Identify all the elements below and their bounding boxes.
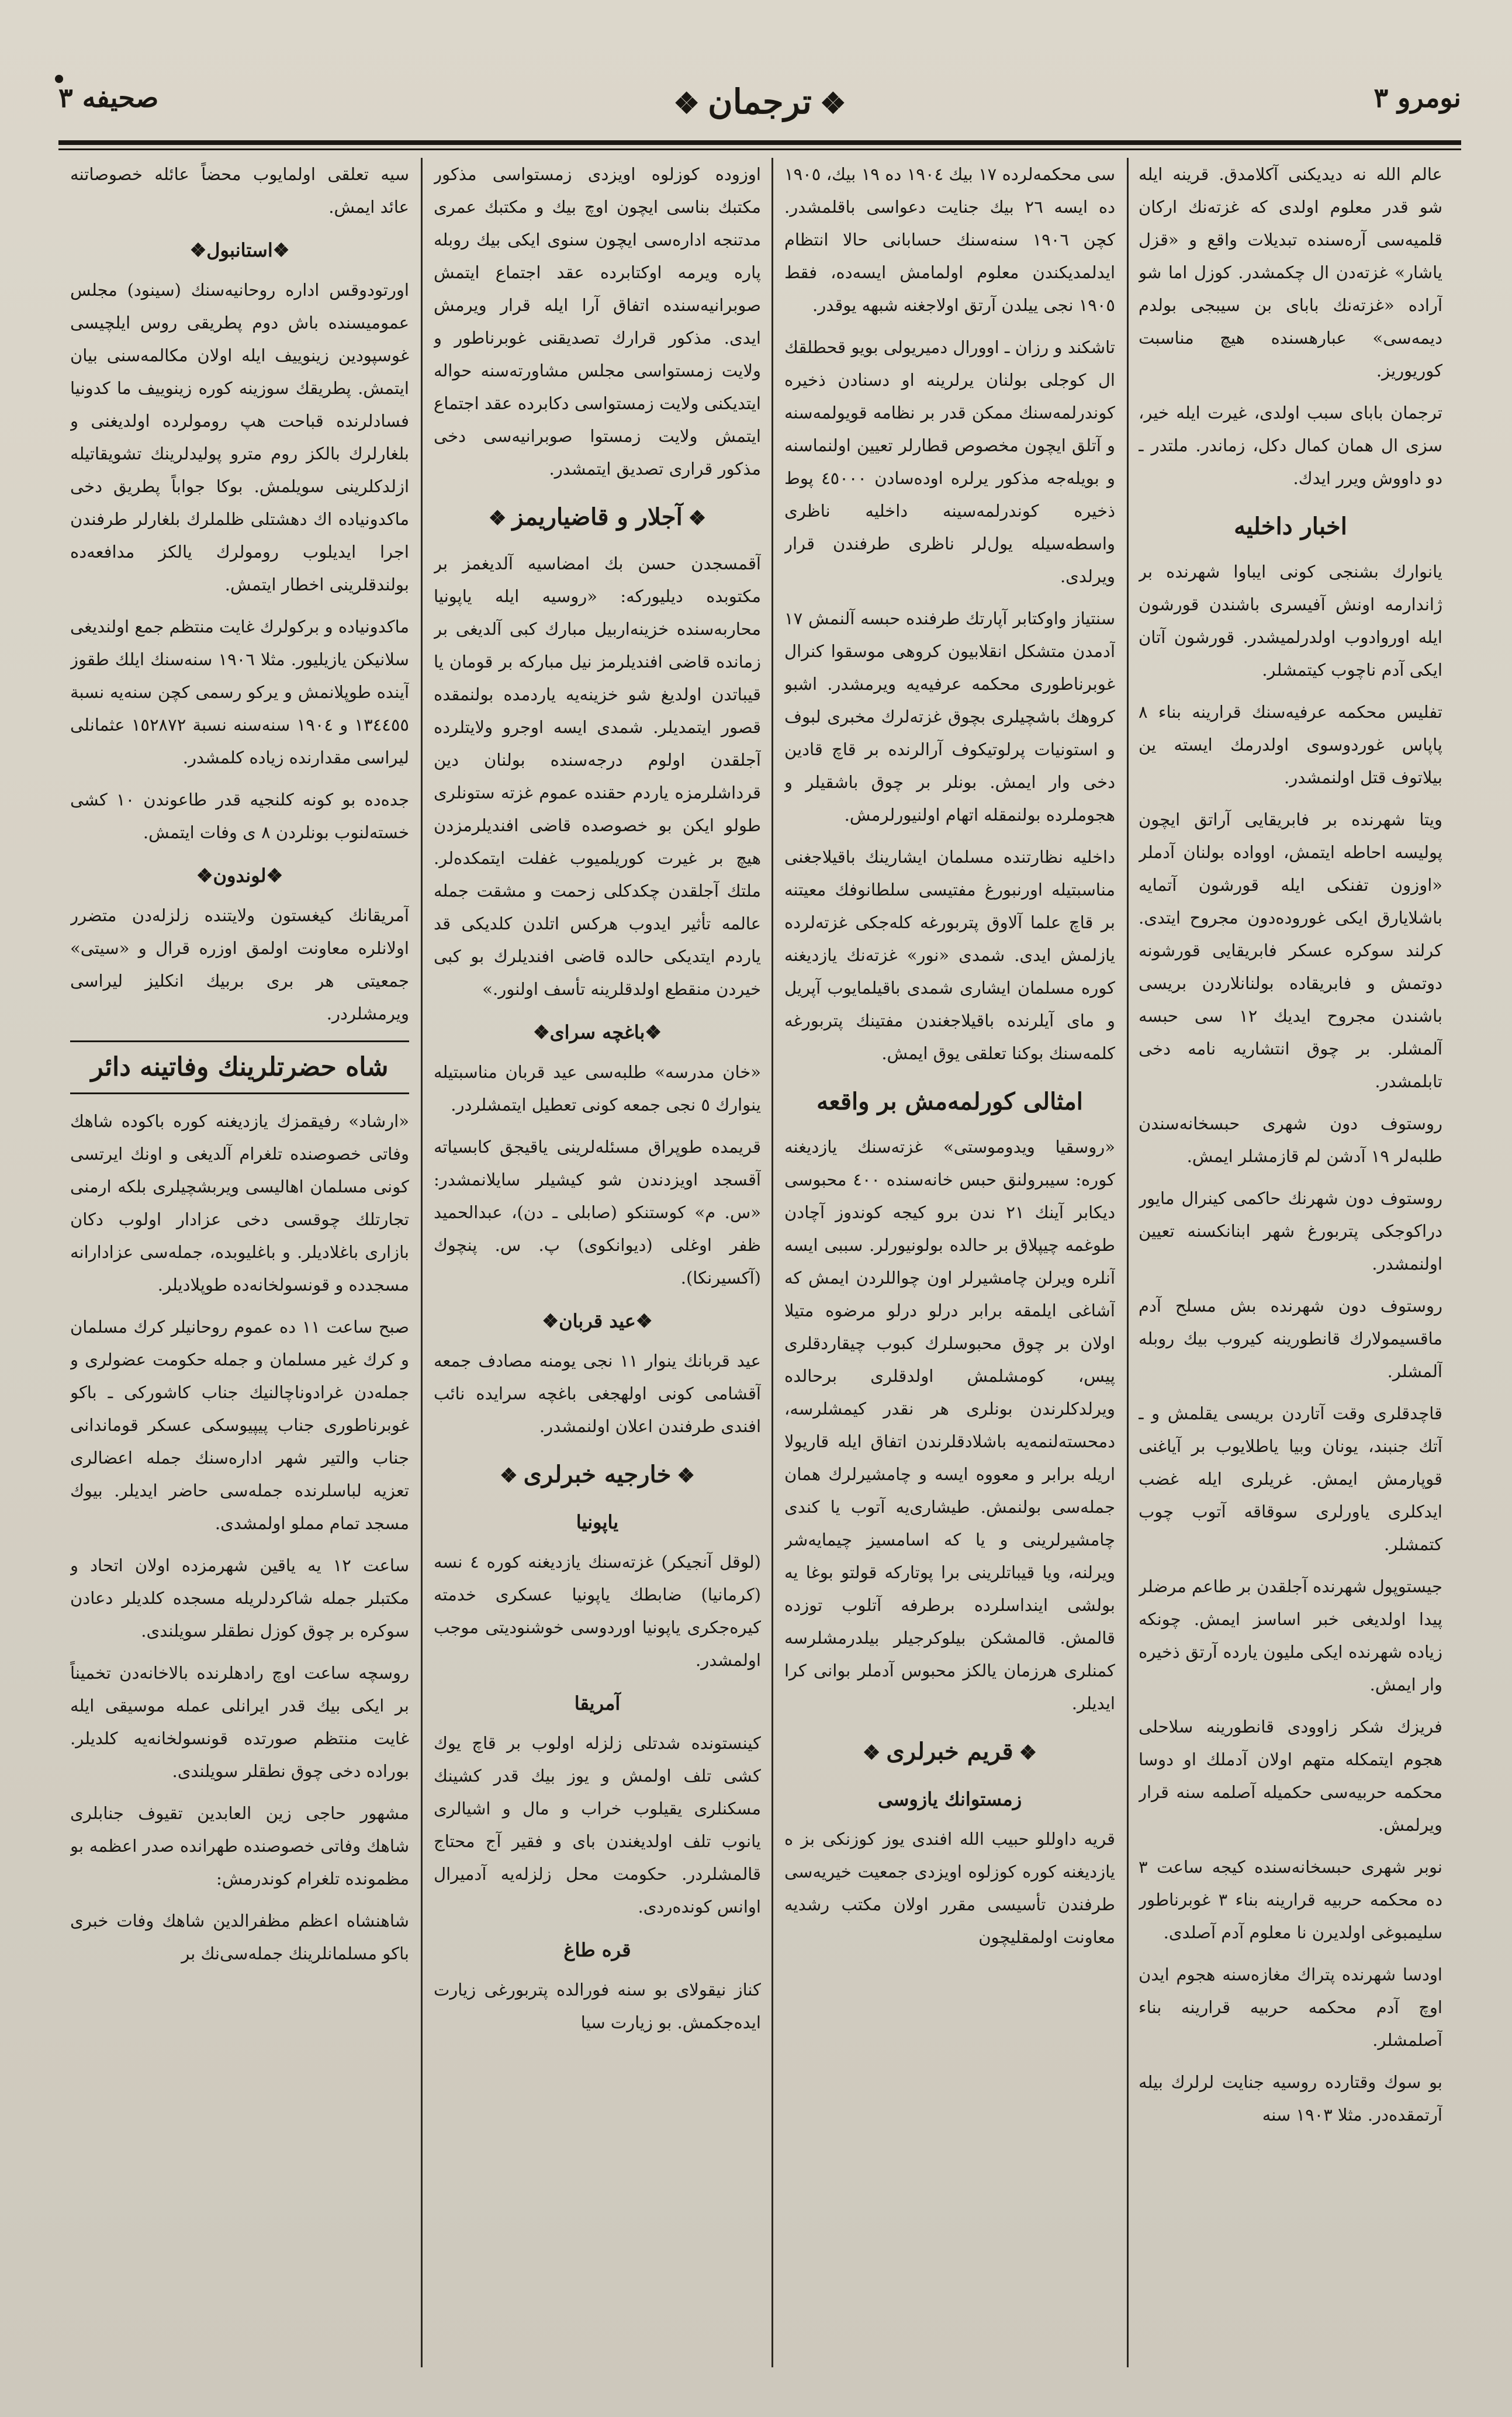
subheading	[70, 858, 409, 893]
ornament-icon: ❖	[819, 86, 846, 120]
ornament-icon: ❖	[500, 1464, 518, 1488]
heading-text: خارجیه خبرلری	[523, 1461, 672, 1488]
news-item: جیستوپول شهرنده آجلقدن بر طاعم مرضلر پیدا اولدیغی خبر اساسز ایمش. چونكه زیاده شهرنده ایكی ملیون یارده آرتق ذخیره وار ایمش.	[1139, 1576, 1442, 1695]
ornament-icon: ❖	[189, 239, 207, 261]
news-item: روستوف دون شهری حبسخانه‌سندن طلبه‌لر ١٩ آدشن لم قازمشلر ایمش.	[1139, 1114, 1442, 1166]
column-1	[1139, 158, 1442, 2379]
subheading	[70, 233, 409, 268]
news-item: داخلیه نظارتنده مسلمان ایشارینك باقیلاجغنی مناسبتیله اورنبورغ مفتیسی سلطانوفك معیتنه بر قاچ علما آلاوق پتربورغه كله‌جكی غزته‌لرده یازلمش ایدی. شمدی «نور» غزته‌نك یازدیغنه كوره مسلمان ایشاری شمدی باقیلمایوب آپریل و مای آیلرنده باقیلاجغندن مفتینك پتربورغه كلمه‌سنك بوكنا تعلقی یوق ایمش.	[784, 847, 1115, 1063]
paragraph: اورتودوقس اداره روحانیه‌سنك (سینود) مجلس عمومیسنده باش دوم پطریقی روس ایلچیسی غوسپودین زینوییف ایله اولان مكالمه‌سنی بیان ایتمش. پطریقك سوزینه كوره زینوییف ما كدونیا فسادلرنده قباحت هپ رومولرده اولدیغنی و بلغارلرك بالكز روم مترو پولیدلرینك تشویقاتیله ازلدكلرینی سویلمش. بوكا جواباً پطریق دخی ماكدونیاده اك دهشتلی ظلملرك بلغارلر طرفندن اجرا ایدیلوب رومولرك یالكز مدافعه‌ده بولندقلرینی اخطار ایتمش.	[70, 280, 409, 594]
paragraph: سیه تعلقی اولمایوب محضاً عائله خصوصاتنه عائد ایمش.	[70, 164, 409, 217]
news-item: اودسا شهرنده پتراك مغازه‌سنه هجوم ایدن اوچ آدم محكمه حربیه قرارینه بناء آصلمشلر.	[1139, 1965, 1442, 2050]
paragraph: اوزوده كوزلوه اویزدی زمستواسی مذكور مكتبك بناسی ایچون اوچ بیك و مكتبك عمری مدتنجه اداره‌سی ایچون سنوی ایكی بیك روبله پاره ویرمه اوكتابرده عقد اجتماع ایتمش صوبرانیه‌سنده اتفاق آرا ایله قرار ویرمش ایدی. مذكور قرارك تصدیقنی غوبرناطور و ولایت زمستواسی مجلس مشاورته‌سنه حواله ایتدیكنی ولایت زمستواسی دكابرده عقد اجتماع ایتمش ولایت زمستوا صوبرانیه‌سی دخی مذكور قراری تصدیق ایتمشدر.	[434, 164, 761, 479]
masthead	[53, 64, 1467, 152]
ornament-icon: ❖	[645, 1021, 662, 1043]
paper-name	[665, 82, 854, 122]
ornament-icon: ❖	[673, 86, 700, 120]
page-label: صحيفه ٣	[58, 82, 159, 113]
news-item: قاچدقلری وقت آتاردن بریسی یقلمش و ـ آتك جنبند، یونان وبیا یاطلایوب بر آیاغنی قوپارمش ایمش. غریلری ایله غضب ایدكلری یاورلری سوقاقه آتوب چوب كتمشلر.	[1139, 1403, 1442, 1554]
paragraph: قریمده طوپراق مسئله‌لرینی یاقیجق كابسیاته آقسجد اویزدندن شو كیشیلر سایلانمشدر: «س. م» كوستنكو (صابلی ـ دن)، عبدالحمید ظفر اوغلی (دیوانكوی) پ. س. پنچوك (آكسیرنكا).	[434, 1137, 761, 1288]
masthead-rule	[58, 140, 1461, 145]
news-item: جده‌ده بو كونه كلنجیه قدر طاعوندن ١٠ كشی خسته‌لنوب بونلردن ٨ ی وفات ایتمش.	[70, 790, 409, 842]
column-divider	[771, 158, 773, 2367]
section-heading	[1139, 505, 1442, 548]
paragraph: مشهور حاجی زین العابدین تقیوف جنابلری شاهك وفاتی خصوصنده طهرانده صدر اعظمه بو مظمونده تلغرام كوندرمش:	[70, 1803, 409, 1889]
subheading	[434, 1303, 761, 1339]
paragraph: آمریقانك كیغستون ولایتنده زلزله‌دن متضرر اولانلره معاونت اولمق اوزره قرال و «سیتی» جمعیتی هر بری بربیك انكلیز لیراسی ویرمشلردر.	[70, 905, 409, 1023]
paragraph: كینستونده شدتلی زلزله اولوب بر قاچ یوك كشی تلف اولمش و یوز بیك قدر كشینك مسكنلری یقیلوب خراب و مال و اشیالری یانوب تلف اولدیغندن بای و فقیر آج محتاج قالمشلردر. حكومت محل زلزله‌یه آدمیرال اوانس كونده‌ردی.	[434, 1733, 761, 1917]
section-heading	[434, 1453, 761, 1498]
ornament-icon: ❖	[677, 1464, 695, 1488]
paragraph: روسچه ساعت اوچ رادهلرنده بالاخانه‌دن تخمیناً بر ایكی بیك قدر ایرانلی عمله موسیقی ایله غایت منتظم صورتده قونسولخانه‌یه كلدیلر. بوراده دخی چوق نطقلر سویلندی.	[70, 1663, 409, 1781]
heading-text: آجلار و قاضیاریمز	[512, 503, 683, 531]
heading-text: امثالی كورلمه‌مش بر واقعه	[816, 1088, 1083, 1115]
issue-number: نومرو ٣	[1373, 82, 1461, 113]
paragraph: ترجمان بابای سبب اولدی، غیرت ایله خیر، سزی ال همان كمال دكل، زماندر. ملتدر ـ دو داووش ویرر ایدك.	[1139, 403, 1442, 488]
heading-text: اخبار داخلیه	[1234, 513, 1347, 540]
column-3	[434, 158, 761, 2379]
subheading: آمریقا	[574, 1692, 621, 1714]
ornament-icon: ❖	[196, 865, 213, 887]
article-title: شاه حضرتلرینك وفاتینه دائر	[70, 1040, 409, 1094]
section-heading	[784, 1080, 1115, 1123]
paragraph: سی محكمه‌لرده ١٧ بیك ١٩٠٤ ده ١٩ بیك، ١٩٠٥ ده ایسه ٢٦ بیك جنایت دعواسی باقلمشدر. كچن ١٩٠٦ سنه‌سنك حسابانی حالا انتظام ایدلمدیكندن معلوم اولمامش ایسه‌ده، فقط ١٩٠٥ نجی ییلدن آرتق اولاجغنه شبهه یوقدر.	[784, 164, 1115, 315]
subheading	[434, 1015, 761, 1050]
masthead-rule-thin	[58, 148, 1461, 150]
news-item: روستوف دون شهرنك حاكمی كینرال مایور دراكوجكی پتربورغ شهر ابنانكسنه تعیین اولنمشدر.	[1139, 1188, 1442, 1274]
ornament-icon: ❖	[688, 507, 707, 530]
paragraph: عید قربانك ینوار ١١ نجی یومنه مصادف جمعه آقشامی كونی اولهجغی باغچه سرایده نائب افندی طرفندن اعلان اولنمشدر.	[434, 1351, 761, 1436]
paragraph: «روسقیا ویدوموستی» غزته‌سنك یازدیغنه كوره: سیبرولنق حبس خانه‌سنده ٤٠٠ محبوسی دیكابر آینك ٢١ ندن برو كیجه كوندوز آچادن طوغمه چیپلاق بر حالده بولونیورلر. سببی ایسه آنلره ویرلن چامشیرلر اون چواللردن ایمش كه آشاغی ایلمقه برابر درلو درلو مرضوه متیلا اولان بر چوق محبوسلرك كبوب چیقاردقلری پیس، كومشلمش اولدقلری برحالده ویرلدكلرندن بونلری هر نقدر كیمشلرسه، دمحسته‌لنمه‌یه باشلادقلرندن اتفاق ایله قاریولا اریله برابر و معووه ایسه و چامشیرلرك همان جمله‌سی بولنمش. طیشاری‌یه آتوب یا كندی چامشیرلرینی و یا كه اسامسیز چیمایه‌شر ویرلنه، ویا قیباتلرینی برا پوتاركه قولتو بوغا یه بولشی اینداسلرده برطرفه آتلوب توزده قالمش. قالمشكن بیلوكرجیلر بیلدرمشلرسه كمنلری هرزمان یالكز محبوس آدملر بوانی كرا ایدیلر.	[784, 1137, 1115, 1713]
column-2	[784, 158, 1115, 2379]
paragraph: كناز نیقولای بو سنه فورالده پتربورغی زیارت ایده‌جكمش. بو زیارت سیا	[434, 1980, 761, 2032]
ornament-icon: ❖	[635, 1310, 653, 1332]
news-item: ماكدونیاده و بركولرك غایت منتظم جمع اولندیغی سلانیكن یازیلیور. مثلا ١٩٠٦ سنه‌سنك ایلك طقوز آینده طوپلانمش و یركو رسمی كچن سنه‌یه نسبة ١٣٤٤٥٥ و ١٩٠٤ سنه‌سنه نسبة ١٥٢٨٧٢ عثمانلی لیراسی مقدارنده زیاده كلمشدر.	[70, 617, 409, 767]
paragraph: قریه داوللو حبیب الله افندی یوز كوزنكی بز ه یازدیغنه كوره كوزلوه اویزدی جمعیت خیریه‌سی طرفندن تأسیسی مقرر اولان مكتب رشدیه معاونت اولمقلیچون	[784, 1829, 1115, 1947]
section-heading	[784, 1730, 1115, 1775]
paragraph: آقمسجدن حسن بك امضاسیه آلدیغمز بر مكتوبده دیلیوركه: «روسیه ایله یاپونیا محاربه‌سنده خزینه‌اربیل مبارك كبی آلدیغی بر زمانده قاضی افندیلرمز نیل مباركه بر قومان یا قیباتدن اولدیغ شو خزینه‌یه یاردمده بولنمقده قصور ایتمدیلر. شمدی ایسه اوجرو ولایتلرده آجلقدن اولوم درجه‌سنده بولنان دین قرداشلرمزه یاردم حقنده عموم غزته ستونلری طولو ایكن بو خصوصده قاضی افندیلرمزدن هیچ بر غیرت كوریلمیوب غفلت ایتمكده‌لر. ملتك آجلقدن چكدكلی زحمت و مشقت جمله عالمه تأثیر ایدوب هركس اتلدن كلدیكی قد یاردم ایتدیكی حالده قاضی افندیلرك بو كبی خیردن منقطع اولدقلرینه تأسف اولنور.»	[434, 554, 761, 999]
heading-text: استانبول	[206, 239, 273, 261]
paragraph: ساعت ١٢ یه یاقین شهرمزده اولان اتحاد و مكتبلر جمله شاكردلریله مسجده كلدیلر دعادن سوكره بر چوق كوزل نطقلر سویلندی.	[70, 1555, 409, 1641]
news-item: یانوارك بشنجی كونی ایباوا شهرنده بر ژاندارمه اونش آفیسری باشندن قورشون ایله اوروادوب اولدرلمیشدر. قورشون آتان ایكی آدم ناچوب كیتمشلر.	[1139, 562, 1442, 680]
ornament-icon: ❖	[542, 1310, 559, 1332]
ornament-icon: ❖	[266, 865, 283, 887]
ornament-icon: ❖	[272, 239, 290, 261]
paragraph: (لوقل آنجیكر) غزته‌سنك یازدیغنه كوره ٤ نسه (كرمانیا) ضابطك یاپونیا عسكری خدمته كیره‌جكری یاپونیا اوردوسی خوشنودیتی موجب اولمشدر.	[434, 1552, 761, 1670]
news-item: بو سوك وقتارده روسیه جنایت لرلرك بیله آرتمقده‌در. مثلا ١٩٠٣ سنه	[1139, 2072, 1442, 2125]
news-item: روستوف دون شهرنده بش مسلح آدم ماقسیمولارك قانطورینه كیروب بیك روبله آلمشلر.	[1139, 1296, 1442, 1381]
paragraph: «خان مدرسه» طلبه‌سی عید قربان مناسبتیله ینوارك ٥ نجی جمعه كونی تعطیل ایتمشلردر.	[434, 1062, 761, 1115]
ornament-icon: ❖	[862, 1741, 881, 1765]
news-item: ویتا شهرنده بر فابریقایی آراتق ایچون پولیسه احاطه ایتمش، اوواده بولنان آدملر «اوزون تفنكی ایله قورشون آتمایه باشلایارق ایكی غوروده‌دون مجروح ایتدی. كرلند سوكره عسكر فابریقایی قورشونه دوتمش و فابریقاده بولنانلاردن بریسی باشندن مجروح ایدیك ١٢ سی حبسه آلمشلر. بر چوق انتشاریه نامه دخی تابلمشدر.	[1139, 810, 1442, 1091]
section-heading	[434, 496, 761, 540]
news-item: تاشكند و رزان ـ اوورال دمیریولی بویو قحطلقك ال كوجلی بولنان یرلرینه او دسنادن ذخیره كوندرلمه‌سنك ممكن قدر بر نظامه قویولمه‌سنه و آتلق ایچون مخصوص قطارلر تعیین اولنماسنه و بویله‌جه مذكور یرلره اوده‌سادن ٤٥٠٠٠ پوط ذخیره كوندرلمه‌سینه داخلیه ناظری واسطه‌سیله یول‌لر ناظری طرفندن قرار ویرلدی.	[784, 337, 1115, 586]
paper-name-text: ترجمان	[708, 82, 812, 122]
news-item: تفلیس محكمه عرفیه‌سنك قرارینه بناء ٨ پاپاس غوردوسوی اولدرمك ایسته ین بیلاتوف قتل اولنمشدر.	[1139, 702, 1442, 787]
heading-text: باغچه سرای	[549, 1021, 645, 1043]
column-divider	[421, 158, 423, 2367]
news-item: فریزك شكر زاوودی قانطورینه سلاحلی هجوم ایتمكله متهم اولان آدملك او دوسا محكمه حربیه‌سی حكمیله آصلمه‌ سنه قرار ویرلمش.	[1139, 1717, 1442, 1835]
heading-text: لوندون	[213, 865, 267, 887]
news-item: نوبر شهری حبسخانه‌سنده كیجه ساعت ٣ ده محكمه حربیه قرارینه بناء ٣ غوبرناطور سلیمبوغی اولدیرن نا معلوم آدم آصلدی.	[1139, 1857, 1442, 1942]
subheading: قره طاغ	[563, 1939, 631, 1961]
column-4	[70, 158, 409, 2379]
subheading: زمستوانك یازوسی	[877, 1788, 1022, 1810]
ornament-icon: ❖	[532, 1021, 550, 1043]
ornament-icon: ❖	[1019, 1741, 1037, 1765]
column-divider	[1127, 158, 1129, 2367]
subheading: یاپونیا	[576, 1511, 619, 1533]
paragraph: صبح ساعت ١١ ده عموم روحانیلر كرك مسلمان و كرك غیر مسلمان و جمله حكومت عضولری و جمله‌دن غرادوناچالنیك جناب كاشوركی ـ باكو غوبرناطوری جناب پیپیوسكی عسكر قوماندانی جناب والتیر شهر اداره‌سنك جمله اعضالری تعزیه لباسلرنده جمله‌سی حاضر ایدیلر. بیوك مسجد تمام مملو اولمشدی.	[70, 1317, 409, 1533]
news-item: سنتیاز واوكتابر آپارتك طرفنده حبسه آلنمش ١٧ آدمدن متشكل انقلابیون كروهی موسقوا كنرال غوبرناطوری محكمه عرفیه‌یه ویرمشدر. اشبو كروهك باشچیلری بچوق غزته‌لرك مخبری لبوف و استونیات پرلوتیكوف آرالرنده بر قاچ قادین دخی وار ایمش. بونلر بر چوق باشقیلر و هجوملرده بولنمقله اتهام اولنیورلرمش.	[784, 608, 1115, 825]
paragraph: شاهنشاه اعظم مظفرالدین شاهك وفات خبری باكو مسلمانلرینك جمله‌سی‌نك بر	[70, 1911, 409, 1963]
ornament-icon: ❖	[488, 507, 507, 530]
paragraph: عالم الله نه دیدیكنی آكلامدق. قرینه ایله شو قدر معلوم اولدی كه غزته‌نك اركان قلمیه‌سی آره‌سنده تبدیلات واقع و «قزل یاشار» غزته‌دن ال چكمشدر. كوزل اما شو آراده «غزته‌نك بابای بن سیبجی بولدم دیمه‌سی» عبارهسنده هیچ مناسبت كوریوریز.	[1139, 164, 1442, 381]
paragraph: «ارشاد» رفیقمزك یازدیغنه كوره باكوده شاهك وفاتی خصوصنده تلغرام آلدیغی و اونك ایرتسی كونی مسلمان اهالیسی ویربشچیلری بلكه ارمنی تجارتلك چوقسی دخی عزادار اولوب دكان بازاری باغلادیلر. و باغلیوبده، جمله‌سی عزادارانه مسجدده و قونسولخانه‌ده طوپلادیلر.	[70, 1111, 409, 1295]
heading-text: قریم خبرلری	[886, 1738, 1013, 1765]
heading-text: عید قربان	[559, 1310, 636, 1332]
